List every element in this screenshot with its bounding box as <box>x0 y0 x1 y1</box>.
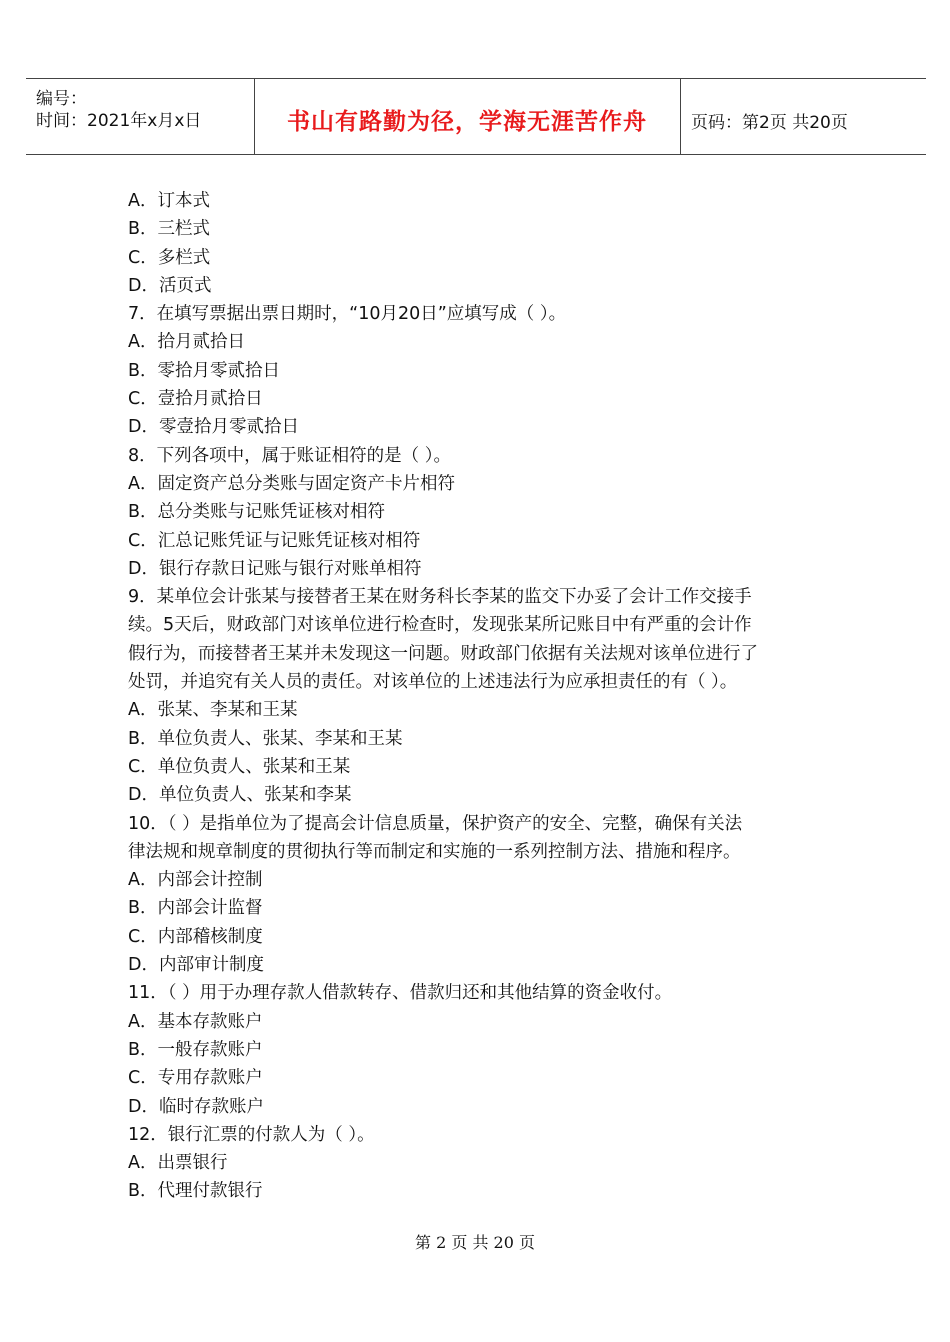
text-line: B．内部会计监督 <box>128 898 263 919</box>
text-line: C．内部稽核制度 <box>128 926 263 947</box>
header-page-cell <box>681 79 926 154</box>
text-line: B．总分类账与记账凭证核对相符 <box>128 502 386 523</box>
text-line: C．多栏式 <box>128 247 211 268</box>
text-line: C．汇总记账凭证与记账凭证核对相符 <box>128 530 421 551</box>
number-label: 编号： <box>36 89 87 109</box>
question-line: 9．某单位会计张某与接替者王某在财务科长李某的监交下办妥了会计工作交接手 <box>128 587 752 608</box>
text-line: B．代理付款银行 <box>128 1181 263 1202</box>
text-line: D．单位负责人、张某和李某 <box>128 785 352 806</box>
text-line: A．张某、李某和王某 <box>128 700 298 721</box>
text-line: D．零壹拾月零贰拾日 <box>128 417 299 438</box>
page-header <box>26 78 926 155</box>
question-line: 12．银行汇票的付款人为（ ）。 <box>128 1124 375 1145</box>
text-line: C．壹拾月贰拾日 <box>128 389 263 410</box>
text-line: A．固定资产总分类账与固定资产卡片相符 <box>128 473 455 494</box>
page-number-label: 页码：第2页 共20页 <box>691 113 848 133</box>
question-line: 假行为，而接替者王某并未发现这一问题。财政部门依据有关法规对该单位进行了 <box>128 643 758 664</box>
text-line: B．零拾月零贰拾日 <box>128 360 281 381</box>
page-footer: 第 2 页 共 20 页 <box>415 1233 535 1252</box>
text-line: A．基本存款账户 <box>128 1011 263 1032</box>
text-line: C．单位负责人、张某和王某 <box>128 756 351 777</box>
text-line: D．临时存款账户 <box>128 1096 264 1117</box>
text-line: D．内部审计制度 <box>128 955 264 976</box>
header-info-cell <box>26 79 255 154</box>
question-line: 续。5天后，财政部门对该单位进行检查时，发现张某所记账目中有严重的会计作 <box>128 615 752 636</box>
document-body <box>128 187 828 1206</box>
question-line: 7．在填写票据出票日期时，“10月20日”应填写成（ ）。 <box>128 304 567 325</box>
text-line: D．银行存款日记账与银行对账单相符 <box>128 558 422 579</box>
text-line: D．活页式 <box>128 275 212 296</box>
text-line: A．拾月贰拾日 <box>128 332 245 353</box>
time-label: 时间：2021年x月x日 <box>36 111 202 131</box>
text-line: B．单位负责人、张某、李某和王某 <box>128 728 403 749</box>
text-line: A．内部会计控制 <box>128 870 263 891</box>
text-line: C．专用存款账户 <box>128 1068 263 1089</box>
question-line: 10．（ ）是指单位为了提高会计信息质量，保护资产的安全、完整，确保有关法 <box>128 813 743 834</box>
question-line: 律法规和规章制度的贯彻执行等而制定和实施的一系列控制方法、措施和程序。 <box>128 841 741 862</box>
question-line: 处罚，并追究有关人员的责任。对该单位的上述违法行为应承担责任的有（ ）。 <box>128 672 738 693</box>
question-line: 8．下列各项中，属于账证相符的是（ ）。 <box>128 445 451 466</box>
text-line: A．订本式 <box>128 191 210 211</box>
header-motto-cell <box>254 79 681 154</box>
question-line: 11．（ ）用于办理存款人借款转存、借款归还和其他结算的资金收付。 <box>128 983 673 1004</box>
text-line: B．三栏式 <box>128 219 211 240</box>
text-line: B．一般存款账户 <box>128 1039 263 1060</box>
motto: 书山有路勤为径，学海无涯苦作舟 <box>287 109 647 135</box>
text-line: A．出票银行 <box>128 1153 228 1174</box>
